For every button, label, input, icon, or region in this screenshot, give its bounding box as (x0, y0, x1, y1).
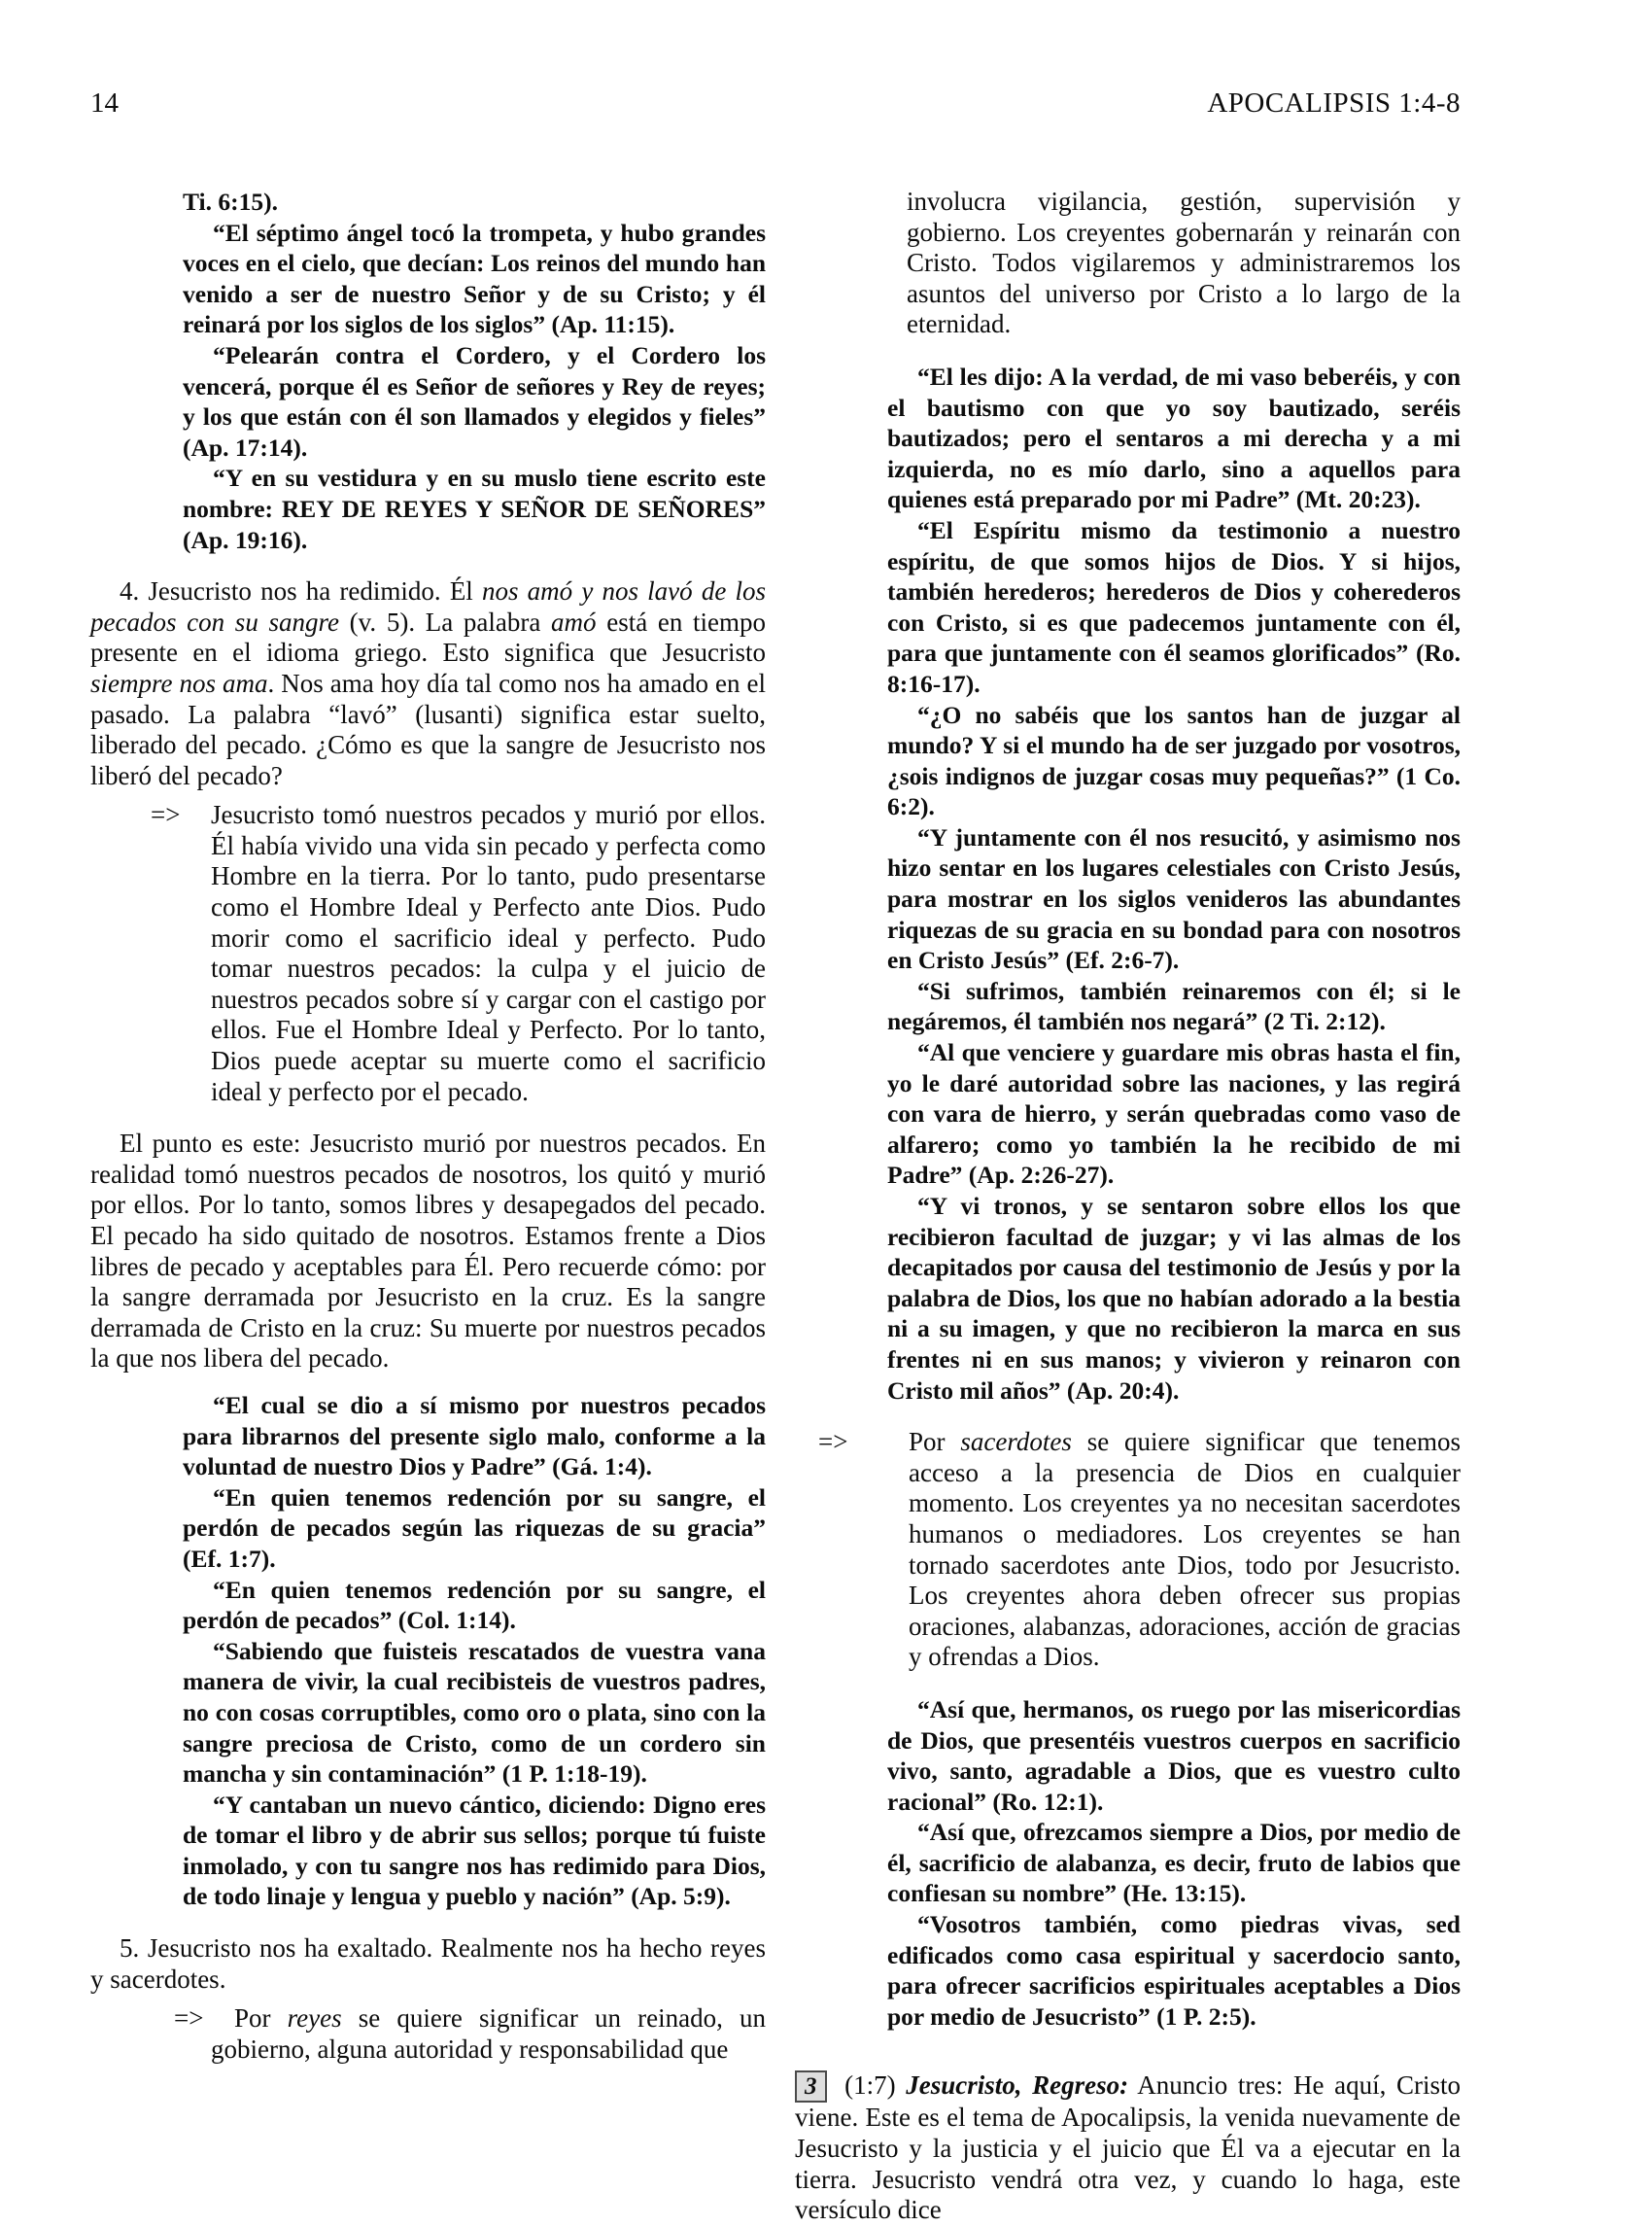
quote-paragraph (795, 976, 1461, 1037)
text-run: Ti. 6:15). (183, 188, 278, 216)
text-run: “El cual se dio a sí mismo por nuestros pecados para librarnos del presente siglo malo, conforme a la voluntad de nuestro Dios y Padre” (Gá. 1:4). (183, 1390, 766, 1481)
text-run: “Pelearán contra el Cordero, y el Cordero los vencerá, porque él es Señor de señores y Rey de reyes; y los que están con él son llamados y elegidos y fieles” (Ap. 17:14). (183, 340, 766, 462)
text-run: 4. Jesucristo nos ha redimido. Él (120, 576, 482, 607)
running-title: APOCALIPSIS 1:4-8 (1207, 87, 1461, 119)
quote-paragraph (90, 340, 766, 463)
quote-paragraph (90, 1636, 766, 1790)
text-run: Por (909, 1427, 961, 1457)
page-header (90, 87, 1461, 119)
text-run: . Nos ama hoy día tal como nos ha amado en el pasado. La palabra “lavó” (lusanti) significa estar suelto, liberado del pecado. ¿Cómo es que la sangre de Jesucristo nos liberó del pecado? (90, 668, 766, 790)
text-run: Jesucristo tomó nuestros pecados y murió por ellos. Él había vivido una vida sin pecado y perfecta como Hombre en la tierra. Por lo tanto, pudo presentarse como el Hombre Ideal y Perfecto ante Dios. Pudo morir como el sacrificio ideal y perfecto. Pudo tomar nuestros pecados: la culpa y el juicio de nuestros pecados sobre sí y cargar con el castigo por ellos. Fue el Hombre Ideal y Perfecto. Por lo tanto, Dios puede aceptar su muerte como el sacrificio ideal y perfecto por el pecado. (211, 800, 766, 1106)
text-run: “En quien tenemos redención por su sangre, el perdón de pecados” (Col. 1:14). (183, 1575, 766, 1635)
quote-paragraph (90, 463, 766, 555)
quote-paragraph (795, 700, 1461, 822)
text-run: “Así que, hermanos, os ruego por las misericordias de Dios, que presentéis vuestros cuerpos en sacrificio vivo, santo, agradable a Dios, que es vuestro culto racional” (Ro. 12:1). (887, 1694, 1461, 1816)
quote-paragraph (795, 1909, 1461, 2032)
text-run: sacerdotes (960, 1427, 1072, 1457)
body-paragraph (90, 576, 766, 791)
text-run: reyes (287, 2003, 342, 2034)
text-run: Jesucristo, Regreso: (906, 2070, 1129, 2101)
document-page (90, 87, 1461, 2226)
quote-paragraph (795, 362, 1461, 515)
quote-paragraph (90, 218, 766, 340)
arrow-point-continuation (795, 187, 1461, 340)
text-run: “El séptimo ángel tocó la trompeta, y hubo grandes voces en el cielo, que decían: Los reinos del mundo han venido a ser de nuestro Señor y de su Cristo; y él reinará por los siglos de los siglos” (Ap. 11:15). (183, 218, 766, 339)
quote-paragraph (795, 1694, 1461, 1817)
two-column-text (90, 187, 1461, 2226)
text-run: se quiere significar un reinado, un gobierno, alguna autoridad y responsabilidad que (211, 2003, 766, 2064)
body-paragraph (90, 1129, 766, 1374)
text-run: “El Espíritu mismo da testimonio a nuestro espíritu, de que somos hijos de Dios. Y si hijos, también herederos; herederos de Dios y coherederos con Cristo, si es que padecemos juntamente con él, para que juntamente con él seamos glorificados” (Ro. 8:16-17). (887, 515, 1461, 698)
arrow-point (90, 2003, 766, 2065)
arrow-marker: => (174, 2003, 204, 2034)
quote-paragraph (90, 187, 766, 218)
quote-paragraph (795, 1817, 1461, 1909)
quote-paragraph (90, 1482, 766, 1575)
arrow-marker: => (151, 800, 181, 830)
column-right (795, 187, 1461, 2226)
quote-paragraph (795, 515, 1461, 700)
quote-paragraph (90, 1790, 766, 1912)
section-paragraph (795, 2070, 1461, 2225)
text-run: se quiere significar que tenemos acceso a la presencia de Dios en cualquier momento. Los creyentes ya no necesitan sacerdotes humanos o mediadores. Los creyentes se han tornado sacerdotes ante Dios, todo por Jesucristo. Los creyentes ahora deben ofrecer sus propias oraciones, alabanzas, adoraciones, acción de gracias y ofrendas a Dios. (909, 1427, 1461, 1672)
text-run: “Al que venciere y guardare mis obras hasta el fin, yo le daré autoridad sobre las naciones, y las regirá con vara de hierro, y serán quebradas como vaso de alfarero; como yo también la he recibido de mi Padre” (Ap. 2:26-27). (887, 1038, 1461, 1190)
text-run: (1:7) (834, 2070, 907, 2101)
text-run: “Sabiendo que fuisteis rescatados de vuestra vana manera de vivir, la cual recibisteis de vuestros padres, no con cosas corruptibles, como oro o plata, sino con la sangre preciosa de Cristo, como de un cordero sin mancha y sin contaminación” (1 P. 1:18-19). (183, 1636, 766, 1789)
page-number: 14 (90, 87, 119, 119)
arrow-point (795, 1427, 1461, 1673)
quote-paragraph (90, 1575, 766, 1636)
text-run: Anuncio tres: He aquí, Cristo viene. Este es el tema de Apocalipsis, la venida nuevamente de Jesucristo y la justicia y el juicio que Él va a ejecutar en la tierra. Jesucristo vendrá otra vez, y cuando lo haga, este versículo dice (795, 2070, 1461, 2225)
text-run: (v. 5). La palabra (339, 607, 552, 637)
text-run: 5. Jesucristo nos ha exaltado. Realmente nos ha hecho reyes y sacerdotes. (90, 1933, 766, 1994)
note-number-badge: 3 (795, 2070, 827, 2103)
arrow-marker: => (818, 1427, 848, 1457)
text-run: “Y en su vestidura y en su muslo tiene escrito este nombre: REY DE REYES Y SEÑOR DE SEÑORES” (Ap. 19:16). (183, 464, 766, 554)
text-run: “¿O no sabéis que los santos han de juzgar al mundo? Y si el mundo ha de ser juzgado por vosotros, ¿sois indignos de juzgar cosas muy pequeñas?” (1 Co. 6:2). (887, 700, 1461, 821)
quote-paragraph (90, 1390, 766, 1482)
text-run: “En quien tenemos redención por su sangre, el perdón de pecados según las riquezas de su gracia” (Ef. 1:7). (183, 1482, 766, 1573)
text-run: “Así que, ofrezcamos siempre a Dios, por medio de él, sacrificio de alabanza, es decir, fruto de labios que confiesan su nombre” (He. 13:15). (887, 1818, 1461, 1908)
quote-paragraph (795, 1037, 1461, 1191)
text-run: “El les dijo: A la verdad, de mi vaso beberéis, y con el bautismo con que yo soy bautizado, seréis bautizados; pero el sentaros a mi derecha y a mi izquierda, no es mío darlo, sino a aquellos para quienes está preparado por mi Padre” (Mt. 20:23). (887, 362, 1461, 514)
arrow-point (90, 800, 766, 1107)
quote-paragraph (795, 822, 1461, 976)
quote-paragraph (795, 1191, 1461, 1406)
text-run: El punto es este: Jesucristo murió por nuestros pecados. En realidad tomó nuestros pecados de nosotros, los quitó y murió por ellos. Por lo tanto, somos libres y desapegados del pecado. El pecado ha sido quitado de nosotros. Estamos frente a Dios libres de pecado y aceptables para Él. Pero recuerde cómo: por la sangre derramada por Jesucristo en la cruz. Es la sangre derramada de Cristo en la cruz: Su muerte por nuestros pecados la que nos libera del pecado. (90, 1129, 766, 1374)
text-run: “Y juntamente con él nos resucitó, y asimismo nos hizo sentar en los lugares celestiales con Cristo Jesús, para mostrar en los siglos venideros las abundantes riquezas de su gracia en su bondad para con nosotros en Cristo Jesús” (Ef. 2:6-7). (887, 822, 1461, 975)
text-run: “Y vi tronos, y se sentaron sobre ellos los que recibieron facultad de juzgar; y vi las almas de los decapitados por causa del testimonio de Jesús y por la palabra de Dios, los que no habían adorado a la bestia ni a su imagen, y que no recibieron la marca en sus frentes ni en sus manos; y vivieron y reinaron con Cristo mil años” (Ap. 20:4). (887, 1192, 1461, 1405)
column-left (90, 187, 766, 2226)
text-run: siempre nos ama (90, 668, 268, 698)
text-run: amó (551, 607, 597, 637)
text-run: nos amó y nos lavó de los pecados con su sangre (90, 576, 766, 637)
text-run: Por (234, 2003, 288, 2034)
text-run: “Si sufrimos, también reinaremos con él; si le negáremos, él también nos negará” (2 Ti. 2:12). (887, 976, 1461, 1036)
text-run: “Y cantaban un nuevo cántico, diciendo: Digno eres de tomar el libro y de abrir sus sellos; porque tú fuiste inmolado, y con tu sangre nos has redimido para Dios, de todo linaje y lengua y pueblo y nación” (Ap. 5:9). (183, 1790, 766, 1911)
text-run: involucra vigilancia, gestión, supervisión y gobierno. Los creyentes gobernarán y reinarán con Cristo. Todos vigilaremos y administraremos los asuntos del universo por Cristo a lo largo de la eternidad. (907, 187, 1461, 339)
text-run: está en tiempo presente en el idioma griego. Esto significa que Jesucristo (90, 607, 767, 668)
body-paragraph (90, 1933, 766, 1995)
text-run: “Vosotros también, como piedras vivas, sed edificados como casa espiritual y sacerdocio santo, para ofrecer sacrificios espirituales aceptables a Dios por medio de Jesucristo” (1 P. 2:5). (887, 1910, 1461, 2031)
